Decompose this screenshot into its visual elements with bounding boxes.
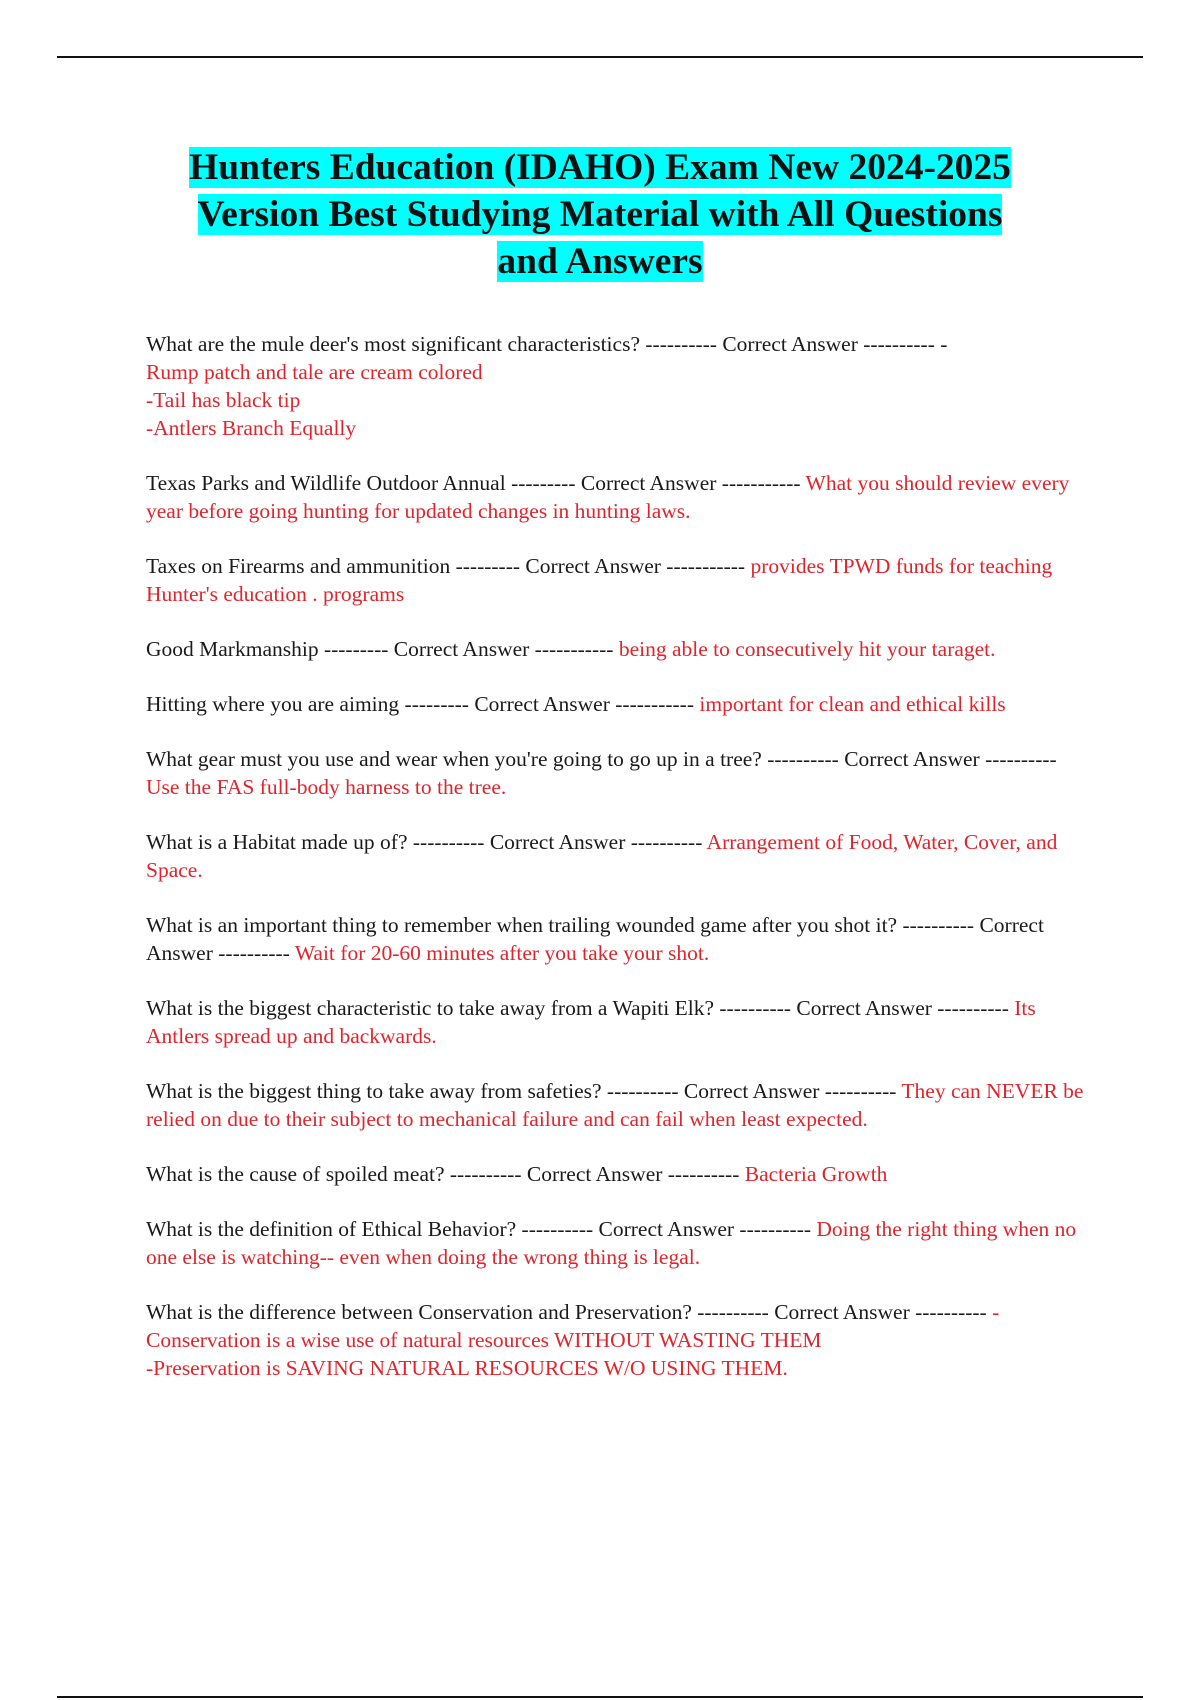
title-line: and Answers — [497, 241, 703, 282]
qa-list — [146, 330, 1090, 1409]
question-text: What is the biggest thing to take away from safeties? — [146, 1079, 602, 1103]
answer-line: Rump patch and tale are cream colored — [146, 360, 483, 384]
question-text: What is an important thing to remember when trailing wounded game after you shot it? — [146, 913, 898, 937]
qa-item — [146, 1215, 1090, 1271]
answer-separator: ---------- Correct Answer ---------- — [444, 1162, 745, 1186]
title-line: Hunters Education (IDAHO) Exam New 2024-2025 — [189, 147, 1011, 188]
qa-item — [146, 330, 1090, 442]
answer-separator: ---------- Correct Answer ---------- — [407, 830, 707, 854]
qa-item — [146, 690, 1090, 718]
question-text: Hitting where you are aiming — [146, 692, 400, 716]
answer-separator: ---------- Correct Answer ---------- — [761, 747, 1057, 771]
answer-separator: ---------- Correct Answer ---------- — [691, 1300, 993, 1324]
answer-separator: ---------- Correct Answer ---------- — [601, 1079, 902, 1103]
question-text: Good Markmanship — [146, 637, 319, 661]
answer-separator: --------- Correct Answer ----------- — [399, 692, 700, 716]
question-text: Taxes on Firearms and ammunition — [146, 554, 451, 578]
answer-text: Doing the right thing when no one else is watching-- even when doing the wrong thing is legal. — [146, 1217, 1077, 1269]
qa-item — [146, 635, 1090, 663]
answer-text: What you should review every year before going hunting for updated changes in hunting laws. — [146, 471, 1070, 523]
qa-item — [146, 1298, 1090, 1382]
answer-text: being able to consecutively hit your taraget. — [618, 637, 996, 661]
answer-text: Arrangement of Food, Water, Cover, and Space. — [146, 830, 1058, 882]
top-rule — [57, 56, 1143, 58]
answer-text: Bacteria Growth — [744, 1162, 888, 1186]
question-text: What is the definition of Ethical Behavior? — [146, 1217, 517, 1241]
question-text: What is a Habitat made up of? — [146, 830, 408, 854]
answer-text: Use the FAS full-body harness to the tree. — [146, 775, 507, 799]
qa-item — [146, 911, 1090, 967]
question-text: What is the biggest characteristic to take away from a Wapiti Elk? — [146, 996, 715, 1020]
question-text: What are the mule deer's most significant characteristics? — [146, 332, 640, 356]
qa-item — [146, 1077, 1090, 1133]
bottom-rule — [57, 1696, 1143, 1698]
answer-line: -Preservation is SAVING NATURAL RESOURCES W/O USING THEM. — [146, 1356, 788, 1380]
qa-item — [146, 745, 1090, 801]
answer-separator: --------- Correct Answer ----------- — [318, 637, 619, 661]
answer-line: -Conservation is a wise use of natural resources WITHOUT WASTING THEM — [146, 1300, 1000, 1352]
answer-text: provides TPWD funds for teaching Hunter's education . programs — [146, 554, 1053, 606]
qa-item — [146, 1160, 1090, 1188]
document-title — [60, 144, 1140, 285]
answer-text: Wait for 20-60 minutes after you take your shot. — [294, 941, 710, 965]
answer-separator: ---------- Correct Answer ---------- — [516, 1217, 817, 1241]
answer-text: They can NEVER be relied on due to their subject to mechanical failure and can fail when least expected. — [146, 1079, 1084, 1131]
answer-separator: --------- Correct Answer ----------- — [505, 471, 806, 495]
answer-separator: ---------- Correct Answer ---------- — [146, 913, 1044, 965]
question-text: What is the difference between Conservation and Preservation? — [146, 1300, 692, 1324]
qa-item — [146, 552, 1090, 608]
question-text: What gear must you use and wear when you're going to go up in a tree? — [146, 747, 762, 771]
answer-separator: ---------- Correct Answer ---------- - — [640, 332, 948, 356]
question-text: Texas Parks and Wildlife Outdoor Annual — [146, 471, 506, 495]
answer-text: Its Antlers spread up and backwards. — [146, 996, 1036, 1048]
qa-item — [146, 994, 1090, 1050]
answer-line: -Tail has black tip — [146, 388, 301, 412]
answer-line: -Antlers Branch Equally — [146, 416, 357, 440]
title-line: Version Best Studying Material with All Questions — [197, 194, 1003, 235]
answer-text: important for clean and ethical kills — [699, 692, 1006, 716]
qa-item — [146, 828, 1090, 884]
question-text: What is the cause of spoiled meat? — [146, 1162, 445, 1186]
qa-item — [146, 469, 1090, 525]
answer-separator: ---------- Correct Answer ---------- — [714, 996, 1015, 1020]
answer-separator: --------- Correct Answer ----------- — [450, 554, 751, 578]
